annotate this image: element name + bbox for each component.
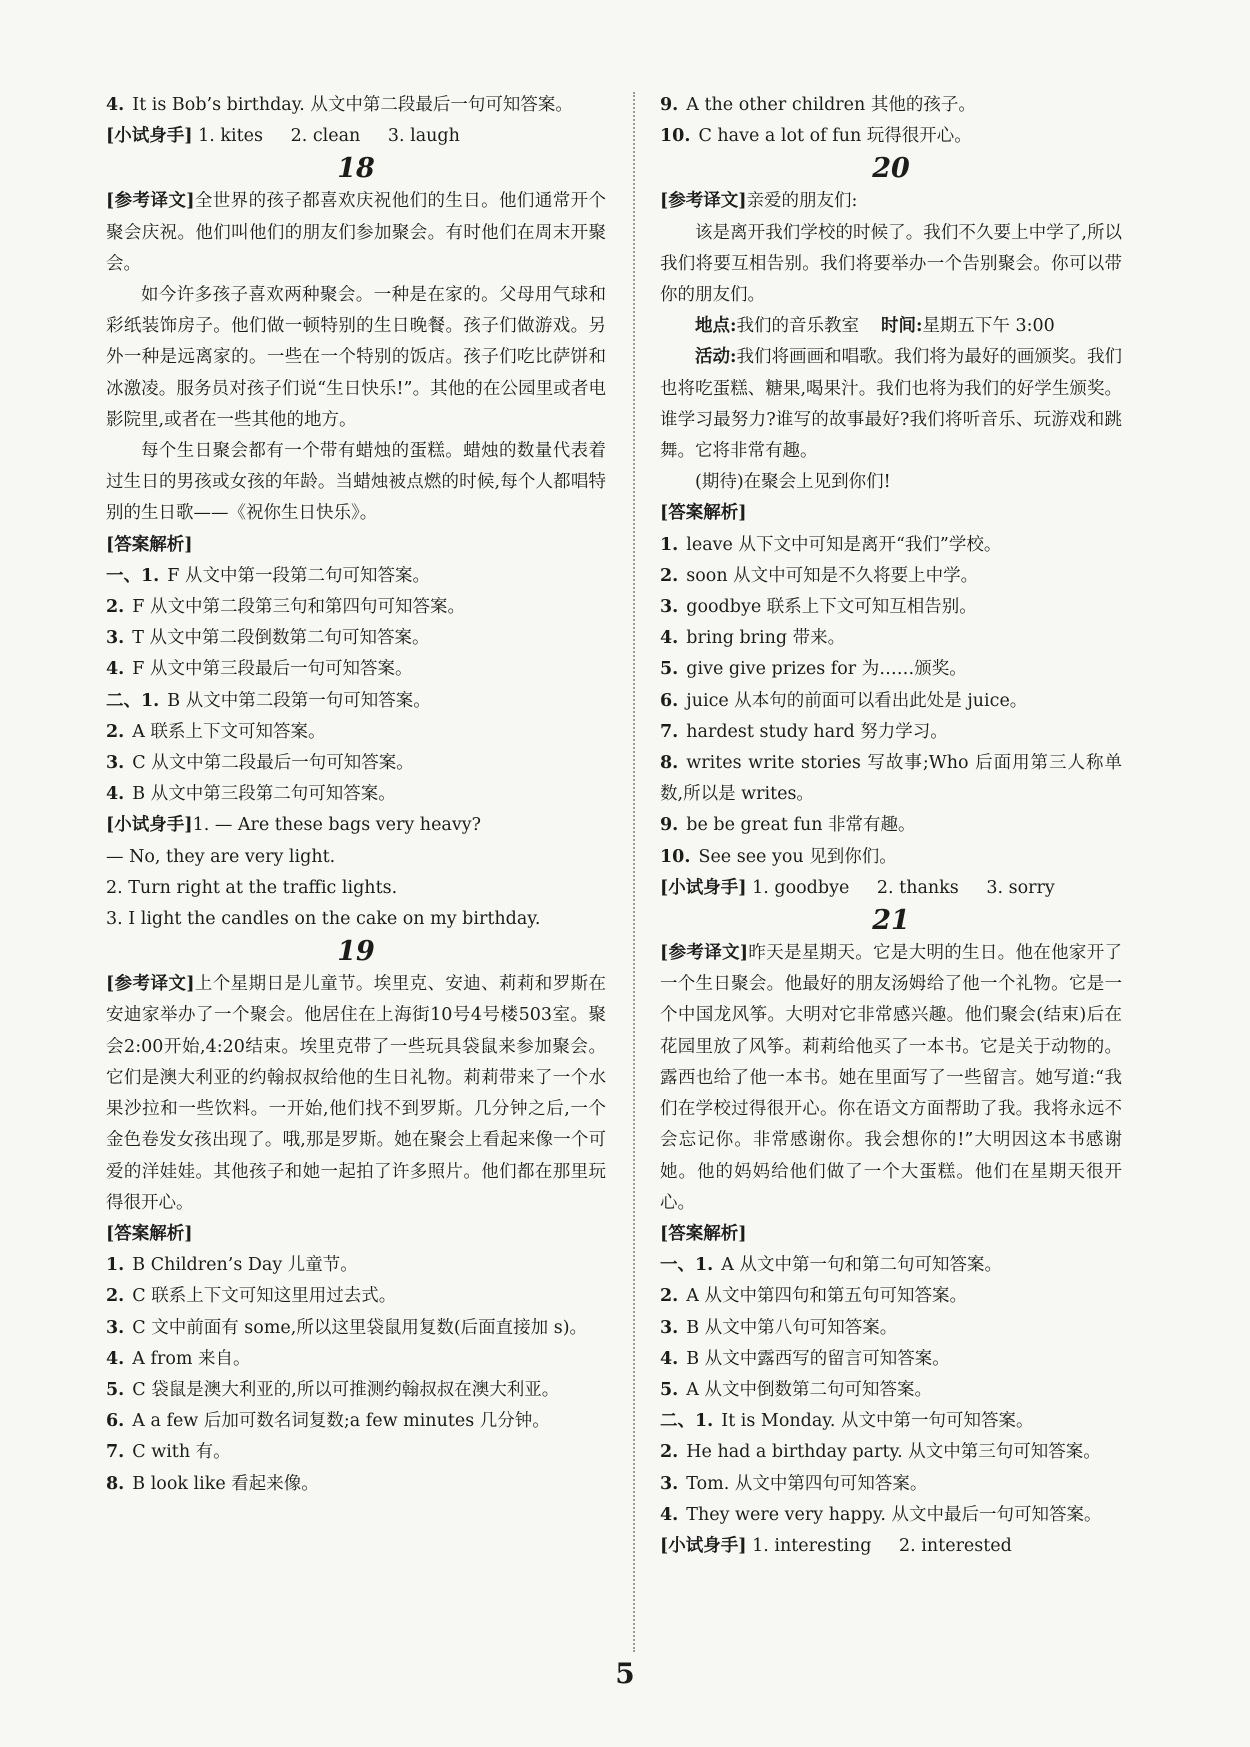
translation-18-p1: [参考译文]全世界的孩子都喜欢庆祝他们的生日。他们通常开个聚会庆祝。他们叫他们的朋友们参加聚会。有时他们在周末开聚会。 [106,191,606,274]
practice-line: 2. Turn right at the traffic lights. [106,877,398,898]
practice-line: — No, they are very light. [106,846,336,867]
answer-line: 3. goodbye 联系上下文可知互相告别。 [660,597,977,618]
answer-line: 二、1. It is Monday. 从文中第一句可知答案。 [660,1411,1034,1432]
answer-line: 8. writes write stories 写故事;Who 后面用第三人称单数,所以是 writes。 [660,753,1122,805]
section-title-20: 20 [872,153,910,185]
answer-line: 4. F 从文中第三段最后一句可知答案。 [106,659,413,680]
answer-line: 5. give give prizes for 为……颁奖。 [660,659,967,680]
column-divider [633,92,635,1652]
practice-17: [小试身手] 1. kites 2. clean 3. laugh [106,126,460,147]
left-column [106,90,606,1500]
practice-line: 3. I light the candles on the cake on my birthday. [106,909,541,930]
answer-line: 9. A the other children 其他的孩子。 [660,95,976,115]
answer-line: 一、1. F 从文中第一段第二句可知答案。 [106,565,430,586]
answer-line: 6. juice 从本句的前面可以看出此处是 juice。 [660,690,1028,711]
translation-18-p2: 如今许多孩子喜欢两种聚会。一种是在家的。父母用气球和彩纸装饰房子。他们做一顿特别的生日晚餐。孩子们做游戏。另外一种是远离家的。一些在一个特别的饭店。孩子们吃比萨饼和冰激凌。服务员对孩子们说“生日快乐!”。其他的在公园里或者电影院里,或者在一些其他的地方。 [106,285,606,430]
answer-line: 4. bring bring 带来。 [660,628,846,649]
page-number: 5 [615,1657,635,1690]
answer-line: 2. soon 从文中可知是不久将要上中学。 [660,565,979,586]
answer-line: 2. A 从文中第四句和第五句可知答案。 [660,1286,967,1307]
answer-line: 8. B look like 看起来像。 [106,1473,319,1494]
practice-18: [小试身手]1. — Are these bags very heavy? [106,815,482,836]
answer-line: 4. B 从文中露西写的留言可知答案。 [660,1348,950,1369]
answer-line: 3. B 从文中第八句可知答案。 [660,1317,898,1338]
answer-label-21: [答案解析] [660,1223,747,1244]
answer-line: 3. Tom. 从文中第四句可知答案。 [660,1473,928,1494]
answer-line: 一、1. A 从文中第一句和第二句可知答案。 [660,1255,1002,1276]
answer-line: 5. A 从文中倒数第二句可知答案。 [660,1379,932,1400]
translation-18-p3: 每个生日聚会都有一个带有蜡烛的蛋糕。蜡烛的数量代表着过生日的男孩或女孩的年龄。当蜡烛被点燃的时候,每个人都唱特别的生日歌——《祝你生日快乐》。 [106,441,606,524]
answer-line: 10. See see you 见到你们。 [660,846,897,867]
answer-line: 4. B 从文中第三段第二句可知答案。 [106,784,396,805]
answer-line: 10. C have a lot of fun 玩得很开心。 [660,126,972,147]
translation-20-closing: (期待)在聚会上见到你们! [695,472,891,493]
answer-line: 1. B Children’s Day 儿童节。 [106,1255,358,1276]
answer-line: 3. T 从文中第二段倒数第二句可知答案。 [106,628,430,649]
translation-20-p1: 该是离开我们学校的时候了。我们不久要上中学了,所以我们将要互相告别。我们将要举办一个告别聚会。你可以带你的朋友们。 [660,222,1122,306]
translation-20-greeting: [参考译文]亲爱的朋友们: [660,191,858,212]
answer-line: 2. C 联系上下文可知这里用过去式。 [106,1286,397,1307]
section-title-18: 18 [337,153,375,185]
practice-21: [小试身手] 1. interesting 2. interested [660,1535,1012,1556]
answer-line: 2. F 从文中第二段第三句和第四句可知答案。 [106,597,465,618]
answer-line: 5. C 袋鼠是澳大利亚的,所以可推测约翰叔叔在澳大利亚。 [106,1379,560,1400]
translation-19: [参考译文]上个星期日是儿童节。埃里克、安迪、莉莉和罗斯在安迪家举办了一个聚会。他居住在上海街10号4号楼503室。聚会2:00开始,4:20结束。埃里克带了一些玩具袋鼠来参加聚会。它们是澳大利亚的约翰叔叔给他的生日礼物。莉莉带来了一个水果沙拉和一些饮料。一开始,他们找不到罗斯。几分钟之后,一个金色卷发女孩出现了。哦,那是罗斯。她在聚会上看起来像一个可爱的洋娃娃。其他孩子和她一起拍了许多照片。他们都在那里玩得很开心。 [106,974,606,1213]
answer-line: 3. C 文中前面有 some,所以这里袋鼠用复数(后面直接加 s)。 [106,1317,588,1338]
section-title-19: 19 [337,936,375,968]
answer-line: 7. hardest study hard 努力学习。 [660,721,948,742]
answer-line: 9. be be great fun 非常有趣。 [660,815,916,836]
answer-line: 4. They were very happy. 从文中最后一句可知答案。 [660,1504,1102,1525]
answer-line: 二、1. B 从文中第二段第一句可知答案。 [106,690,431,711]
translation-21: [参考译文]昨天是星期天。它是大明的生日。他在他家开了一个生日聚会。他最好的朋友汤姆给了他一个礼物。它是一个中国龙风筝。大明对它非常感兴趣。他们聚会(结束)后在花园里放了风筝。莉莉给他买了一本书。它是关于动物的。露西也给了他一本书。她在里面写了一些留言。她写道:“我们在学校过得很开心。你在语文方面帮助了我。我将永远不会忘记你。非常感谢你。我会想你的!”大明因这本书感谢她。他的妈妈给他们做了一个大蛋糕。他们在星期天很开心。 [660,943,1123,1213]
answer-line: 4. A from 来自。 [106,1348,251,1369]
translation-20-place-time: 地点:我们的音乐教室 时间:星期五下午 3:00 [695,316,1055,337]
answer-label-19: [答案解析] [106,1223,193,1244]
practice-20: [小试身手] 1. goodbye 2. thanks 3. sorry [660,877,1055,898]
answer-line: 2. A 联系上下文可知答案。 [106,721,326,742]
translation-20-activities: 活动:我们将画画和唱歌。我们将为最好的画颁奖。我们也将吃蛋糕、糖果,喝果汁。我们也将为我们的好学生颁奖。谁学习最努力?谁写的故事最好?我们将听音乐、玩游戏和跳舞。它将非常有趣。 [660,347,1123,462]
right-column [660,90,1122,1562]
answer-label-20: [答案解析] [660,503,747,524]
answer-line: 7. C with 有。 [106,1442,231,1463]
answer-line: 1. leave 从下文中可知是离开“我们”学校。 [660,534,1002,555]
section-title-21: 21 [872,905,910,937]
answer-line: 3. C 从文中第二段最后一句可知答案。 [106,753,414,774]
answer-label-18: [答案解析] [106,534,193,555]
answer-line: 2. He had a birthday party. 从文中第三句可知答案。 [660,1442,1101,1463]
answer-line: 4. It is Bob’s birthday. 从文中第二段最后一句可知答案。 [106,95,573,115]
answer-line: 6. A a few 后加可数名词复数;a few minutes 几分钟。 [106,1411,550,1432]
